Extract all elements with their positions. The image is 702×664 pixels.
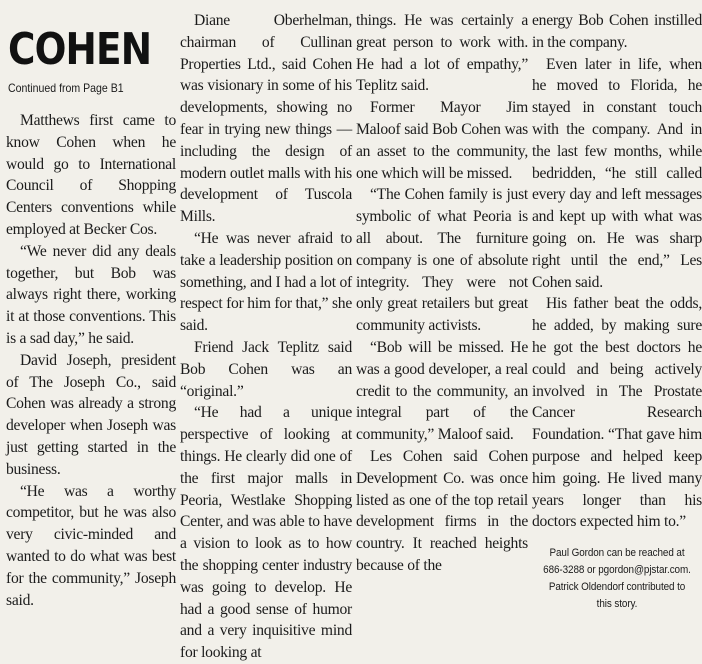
byline-credit: Paul Gordon can be reached at 686-3288 or pgordon@pjstar.com. Patrick Oldendorf contributed to this story. [543, 547, 691, 611]
column-2 [180, 10, 352, 664]
paragraph: “The Cohen family is just symbolic of what Peoria is all about. The furniture company is one of absolute integrity. They were not only great retailers but great community activists. [356, 186, 528, 335]
paragraph: “He was never afraid to take a leadership position on something, and I had a lot of respect for him for that,” she said. [180, 229, 352, 335]
paragraph: “He had a unique perspective of looking at things. He clearly did one of the first major malls in Peoria, Westlake Shopping Center, and was able to have a vision to look as to how the shopping center industry was going to develop. He had a good sense of humor and a very inquisitive mind for looking at [180, 404, 352, 662]
column-1 [6, 10, 176, 664]
paragraph: “We never did any deals together, but Bob was always right there, working it at those conventions. This is a sad day,” he said. [6, 242, 176, 347]
article-columns [6, 10, 702, 662]
paragraph: Les Cohen said Cohen Development Co. was once listed as one of the top retail development firms in the country. It reached heights because of the [356, 447, 528, 574]
column-4 [532, 10, 702, 664]
paragraph: “Bob will be missed. He was a good developer, a real credit to the community, an integral part of the community,” Maloof said. [356, 338, 528, 444]
paragraph: Even later in life, when he moved to Florida, he stayed in constant touch with the company. And in the last few months, while bedridden, “he still called every day and left messages and kept up with what was going on. He was sharp right until the end,” Les Cohen said. [532, 55, 702, 291]
column-3 [356, 10, 528, 664]
headline: COHEN [8, 24, 152, 75]
paragraph: Former Mayor Jim Maloof said Bob Cohen was an asset to the community, one which will be missed. [356, 99, 528, 182]
paragraph: David Joseph, president of The Joseph Co., said Cohen was already a strong developer when Joseph was just getting started in the business. [6, 351, 176, 478]
paragraph: “He was a worthy competitor, but he was also very civic-minded and wanted to do what was best for the community,” Joseph said. [6, 482, 176, 609]
continued-from-line: Continued from Page B1 [8, 81, 124, 95]
paragraph: Friend Jack Teplitz said Bob Cohen was an “original.” [180, 338, 352, 400]
paragraph: things. He was certainly a great person to work with. He had a lot of empathy,” Teplitz said. [356, 12, 528, 95]
paragraph: energy Bob Cohen instilled in the company. [532, 12, 702, 51]
paragraph: His father beat the odds, he added, by making sure he got the best doctors he could and being actively involved in The Prostate Cancer Research Foundation. “That gave him purpose and helped keep him going. He lived many years longer than his doctors expected him to.” [532, 295, 702, 531]
paragraph: Diane Oberhelman, chairman of Cullinan Properties Ltd., said Cohen was visionary in some of his developments, showing no fear in trying new things — including the design of modern outlet malls with his development of Tuscola Mills. [180, 12, 352, 226]
paragraph: Matthews first came to know Cohen when he would go to International Council of Shopping Centers conventions while employed at Becker Cos. [6, 112, 176, 238]
